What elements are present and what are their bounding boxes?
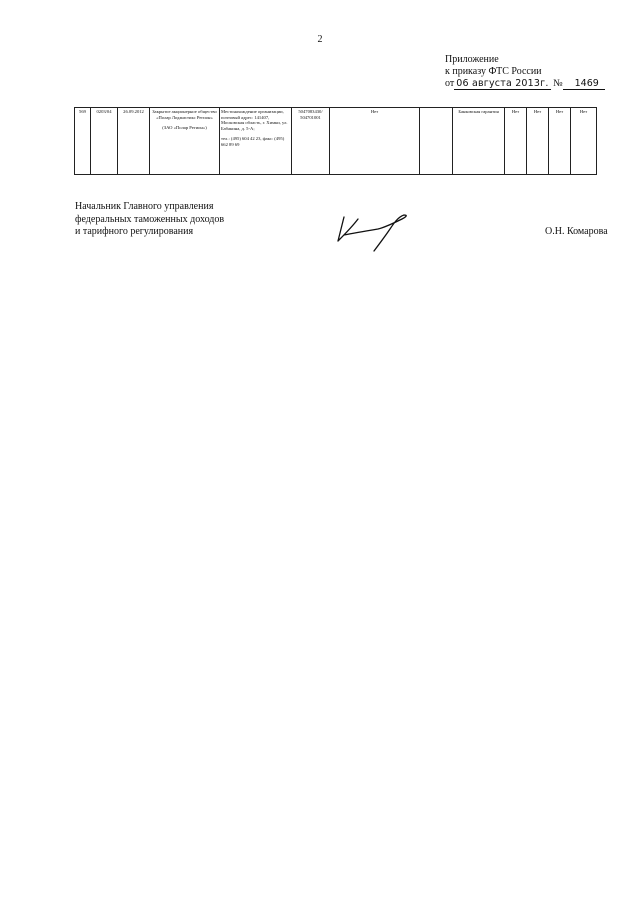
table-row	[75, 108, 597, 175]
appendix-number-sign: №	[553, 78, 563, 89]
signatory-line-3: и тарифного регулирования	[75, 226, 194, 237]
appendix-order-ref: к приказу ФТС России	[445, 66, 542, 77]
registry-table	[74, 107, 597, 175]
appendix-date-line	[445, 78, 615, 90]
handwritten-signature-icon	[330, 205, 415, 257]
cell-branches: Нет	[330, 108, 420, 175]
cell-registration: 0203/04	[91, 108, 118, 175]
cell-inn: 5047083430/ 504701001	[292, 108, 330, 175]
signatory-line-2: федеральных таможенных доходов	[75, 213, 225, 225]
organization-short-name: (ЗАО «Полар Регион»)	[162, 125, 207, 131]
signer-name: О.Н. Комарова	[545, 226, 608, 237]
cell-flag-b: Нет	[527, 108, 549, 175]
cell-address	[220, 108, 292, 175]
page-number: 2	[317, 34, 323, 45]
organization-full-name: Закрытое акционерное общество «Полар Лоджистикс Регион»	[152, 109, 217, 120]
appendix-number: 1469	[563, 78, 605, 90]
cell-flag-d: Нет	[571, 108, 597, 175]
appendix-from-label: от	[445, 78, 455, 89]
address-contacts: тел.: (495) 604 42 23, факс: (495) 662 89 69	[221, 136, 285, 147]
signatory-position	[75, 201, 224, 239]
cell-empty	[420, 108, 453, 175]
signatory-line-1: Начальник Главного управления	[75, 201, 214, 212]
address-main: Местонахождение организации, почтовый адрес: 141407, Московская область, г. Химки, ул. Бабакина, д. 5-А;	[221, 109, 288, 131]
cell-flag-c: Нет	[549, 108, 571, 175]
cell-organization	[150, 108, 220, 175]
cell-guarantee: Банковская гарантия	[453, 108, 505, 175]
cell-date: 26.09.2012	[118, 108, 150, 175]
appendix-header	[445, 54, 615, 90]
appendix-title: Приложение	[445, 54, 499, 65]
cell-flag-a: Нет	[505, 108, 527, 175]
cell-number: 569	[75, 108, 91, 175]
appendix-date: 06 августа 2013г.	[456, 78, 549, 89]
